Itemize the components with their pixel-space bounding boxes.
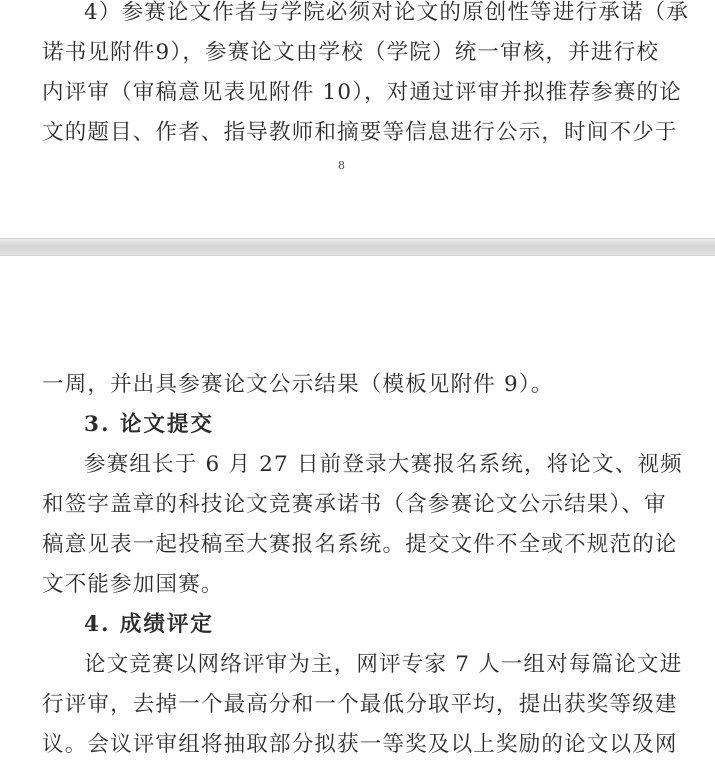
paragraph-line: 议。会议评审组将抽取部分拟获一等奖及以上奖励的论文以及网 <box>42 732 678 757</box>
paragraph-line: 4）参赛论文作者与学院必须对论文的原创性等进行承诺（承 <box>84 0 690 25</box>
paragraph-line: 行评审，去掉一个最高分和一个最低分取平均，提出获奖等级建 <box>42 692 678 717</box>
document-page-bottom <box>0 256 715 765</box>
continuation-line: 一周，并出具参赛论文公示结果（模板见附件 9）。 <box>42 372 554 397</box>
paragraph-line: 和签字盖章的科技论文竞赛承诺书（含参赛论文公示结果）、审 <box>42 492 667 517</box>
paragraph-line: 内评审（审稿意见表见附件 10），对通过评审并拟推荐参赛的论 <box>42 80 682 105</box>
page-separator <box>0 238 715 256</box>
page-number: 8 <box>338 159 345 172</box>
section-heading-evaluation: 4. 成绩评定 <box>84 612 214 637</box>
paragraph-line: 参赛组长于 6 月 27 日前登录大赛报名系统，将论文、视频 <box>84 452 683 477</box>
paragraph-line: 诺书见附件9），参赛论文由学校（学院）统一审核，并进行校 <box>42 40 660 65</box>
section-heading-submission: 3. 论文提交 <box>84 412 214 437</box>
paragraph-line: 文的题目、作者、指导教师和摘要等信息进行公示，时间不少于 <box>42 120 678 145</box>
document-page-top <box>0 0 715 238</box>
paragraph-line: 稿意见表一起投稿至大赛报名系统。提交文件不全或不规范的论 <box>42 532 678 557</box>
paragraph-line: 文不能参加国赛。 <box>42 572 224 597</box>
paragraph-line: 论文竞赛以网络评审为主，网评专家 7 人一组对每篇论文进 <box>84 652 683 677</box>
